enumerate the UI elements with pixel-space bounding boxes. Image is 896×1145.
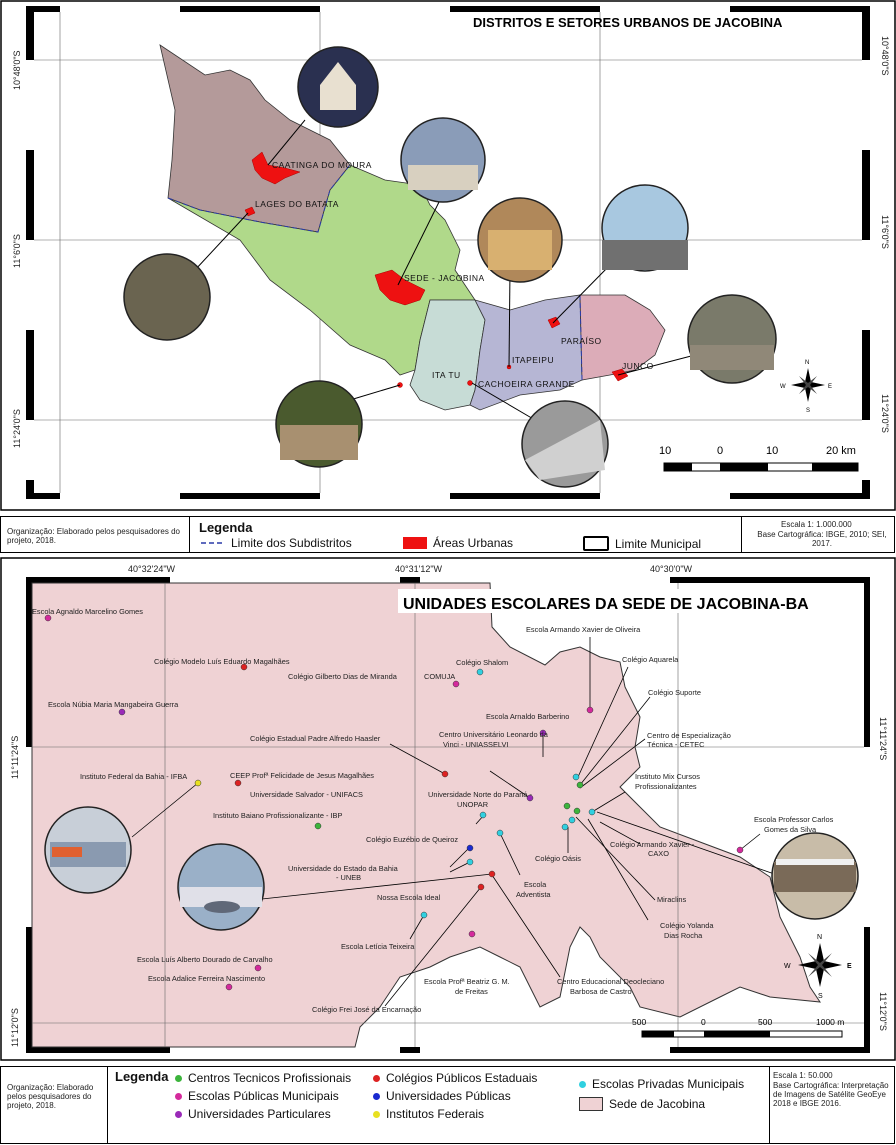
school-label-31: Escola Adalice Ferreira Nascimento <box>148 974 266 983</box>
map1-legend-org: Organização: Elaborado pelos pesquisadores do projeto, 2018. <box>7 527 181 545</box>
legend-urban-areas: Áreas Urbanas <box>403 536 513 550</box>
school-label-33a: Centro Educacional Deocleciano <box>557 977 665 986</box>
svg-text:10: 10 <box>659 445 672 457</box>
label-lages: LAGES DO BATATA <box>255 199 339 209</box>
school-label-29: Escola Letícia Teixeira <box>341 942 415 951</box>
svg-text:1000 m: 1000 m <box>816 1017 845 1027</box>
label-itapeipu: ITAPEIPU <box>512 355 555 365</box>
school-label-28b: Dias Rocha <box>664 931 703 940</box>
svg-text:W: W <box>780 384 786 390</box>
label-caatinga: CAATINGA DO MOURA <box>272 160 372 170</box>
map2-legend-title: Legenda <box>115 1069 169 1084</box>
school-label-25b: Adventista <box>516 890 551 899</box>
school-label-28a: Colégio Yolanda <box>660 921 714 930</box>
school-label-11a: Centro de Especialização <box>647 731 731 740</box>
legend-subdistrict-limit: Limite dos Subdistritos <box>231 536 352 550</box>
photo-aerial-circle <box>124 254 210 340</box>
legend-sede-jacobina: Sede de Jacobina <box>579 1097 705 1111</box>
school-label-8: Colégio Suporte <box>648 688 702 697</box>
map1-legend-scale: Escala 1: 1.000.000 <box>781 520 852 529</box>
school-label-22b: CAXO <box>648 849 669 858</box>
school-label-6: Escola Armando Xavier de Oliveira <box>526 625 641 634</box>
svg-text:N: N <box>805 360 810 366</box>
map2-lat-1-right: 11°11'24"S <box>878 717 888 761</box>
map1-frame <box>0 0 896 512</box>
school-label-12: Colégio Estadual Padre Alfredo Haasler <box>250 734 381 743</box>
school-label-26: Nossa Escola Ideal <box>377 893 441 902</box>
school-label-23a: Escola Professor Carlos <box>754 815 834 824</box>
school-label-30: Escola Luís Alberto Dourado de Carvalho <box>137 955 273 964</box>
legend-escolas-publicas: Escolas Públicas Municipais <box>175 1089 339 1103</box>
school-label-23b: Gomes da Silva <box>764 825 817 834</box>
svg-text:0: 0 <box>701 1017 706 1027</box>
school-label-11b: Técnica - CETEC <box>647 740 705 749</box>
map2-svg <box>0 557 896 1062</box>
school-label-24b: - UNEB <box>336 873 362 882</box>
school-label-34: Colégio Frei José da Encarnação <box>312 1005 422 1014</box>
svg-text:W: W <box>784 963 791 970</box>
map1-lat-1-left: 10°48'0"S <box>12 50 22 90</box>
school-label-24a: Universidade do Estado da Bahia <box>288 864 398 873</box>
map2-lon-2: 40°31'12"W <box>395 564 443 574</box>
map2-legend-base: Base Cartográfica: Interpretação de Imagens de Satélite GeoEye 2018 e IBGE 2016. <box>773 1081 889 1108</box>
label-cachoeira: CACHOEIRA GRANDE <box>478 379 575 389</box>
school-label-10: Escola Arnaldo Barberino <box>486 712 570 721</box>
school-label-25a: Escola <box>524 880 547 889</box>
legend-centros-tecnicos: Centros Tecnicos Profissionais <box>175 1071 351 1085</box>
map1-lat-2-left: 11°6'0"S <box>12 234 22 268</box>
map2-lon-3: 40°30'0"W <box>650 564 693 574</box>
school-label-18b: UNOPAR <box>457 800 489 809</box>
svg-text:S: S <box>806 408 811 414</box>
svg-text:N: N <box>817 934 823 941</box>
svg-text:E: E <box>828 384 833 390</box>
label-paraiso: PARAÍSO <box>561 336 602 346</box>
map1-svg <box>0 0 896 512</box>
school-label-32a: Escola Profª Beatriz G. M. <box>424 977 510 986</box>
school-label-2: Colégio Modelo Luís Eduardo Magalhães <box>154 657 290 666</box>
map2-lat-2-right: 11°12'0"S <box>878 992 888 1031</box>
school-label-14b: Profissionalizantes <box>635 782 697 791</box>
school-label-4: COMUJA <box>424 672 456 681</box>
school-label-17: Universidade Salvador - UNIFACS <box>250 790 363 799</box>
school-label-1: Escola Agnaldo Marcelino Gomes <box>32 607 143 616</box>
map1-legend-base: Base Cartográfica: IBGE, 2010; SEI, 2017. <box>757 530 887 548</box>
map1-legend-title: Legenda <box>199 520 253 535</box>
school-label-19: Instituto Baiano Profissionalizante - IBP <box>213 811 343 820</box>
map1-title: DISTRITOS E SETORES URBANOS DE JACOBINA <box>473 15 783 30</box>
map2-frame <box>0 557 896 1062</box>
school-label-22a: Colégio Armando Xavier - <box>610 840 695 849</box>
map1-lat-3-right: 11°24'0"S <box>880 394 890 433</box>
svg-text:E: E <box>847 963 852 970</box>
legend-universidades-publicas: Universidades Públicas <box>373 1089 511 1103</box>
school-label-21: Colégio Oásis <box>535 854 582 863</box>
map1-legend <box>0 516 895 553</box>
school-label-16: CEEP Profª Felicidade de Jesus Magalhães <box>230 771 374 780</box>
label-junco: JUNCO <box>622 361 654 371</box>
school-label-7: Colégio Aquarela <box>622 655 679 664</box>
map2-legend <box>0 1066 895 1144</box>
svg-text:20 km: 20 km <box>826 445 856 457</box>
school-label-20: Colégio Euzébio de Queiroz <box>366 835 459 844</box>
svg-text:10: 10 <box>766 445 779 457</box>
map2-lat-1-left: 11°11'24"S <box>10 735 20 779</box>
map2-lat-2-left: 11°12'0"S <box>10 1008 20 1047</box>
school-label-14a: Instituto Mix Cursos <box>635 772 700 781</box>
label-itatu: ITA TU <box>432 370 461 380</box>
map2-lon-1: 40°32'24"W <box>128 564 176 574</box>
school-label-3: Colégio Gilberto Dias de Miranda <box>288 672 397 681</box>
map2-legend-org: Organização: Elaborado pelos pesquisadores do projeto, 2018. <box>7 1083 94 1110</box>
legend-universidades-particulares: Universidades Particulares <box>175 1107 331 1121</box>
school-label-9: Escola Núbia Maria Mangabeira Guerra <box>48 700 179 709</box>
school-label-27: Miraclins <box>657 895 687 904</box>
school-label-32b: de Freitas <box>455 987 488 996</box>
school-label-13a: Centro Universitário Leonardo da <box>439 730 548 739</box>
label-sede: SEDE - JACOBINA <box>404 273 485 283</box>
svg-text:0: 0 <box>717 445 724 457</box>
school-label-18a: Universidade Norte do Paraná - <box>428 790 532 799</box>
legend-municipal-limit: Limite Municipal <box>583 536 701 551</box>
school-label-33b: Barbosa de Castro <box>570 987 632 996</box>
school-label-15: Instituto Federal da Bahia - IFBA <box>80 772 188 781</box>
legend-escolas-privadas: Escolas Privadas Municipais <box>579 1077 744 1091</box>
map1-lat-3-left: 11°24'0"S <box>12 409 22 448</box>
school-label-5: Colégio Shalom <box>456 658 509 667</box>
svg-text:S: S <box>818 993 823 1000</box>
svg-text:500: 500 <box>758 1017 773 1027</box>
map1-lat-2-right: 11°6'0"S <box>880 215 890 249</box>
map2-title: UNIDADES ESCOLARES DA SEDE DE JACOBINA-BA <box>403 596 809 613</box>
legend-institutos-federais: Institutos Federais <box>373 1107 484 1121</box>
school-label-13b: Vinci - UNIASSELVI <box>443 740 509 749</box>
svg-text:500: 500 <box>632 1017 647 1027</box>
map2-legend-scale: Escala 1: 50.000 <box>773 1071 833 1080</box>
legend-colegios-estaduais: Colégios Públicos Estaduais <box>373 1071 537 1085</box>
map1-lat-1-right: 10°48'0"S <box>880 36 890 76</box>
